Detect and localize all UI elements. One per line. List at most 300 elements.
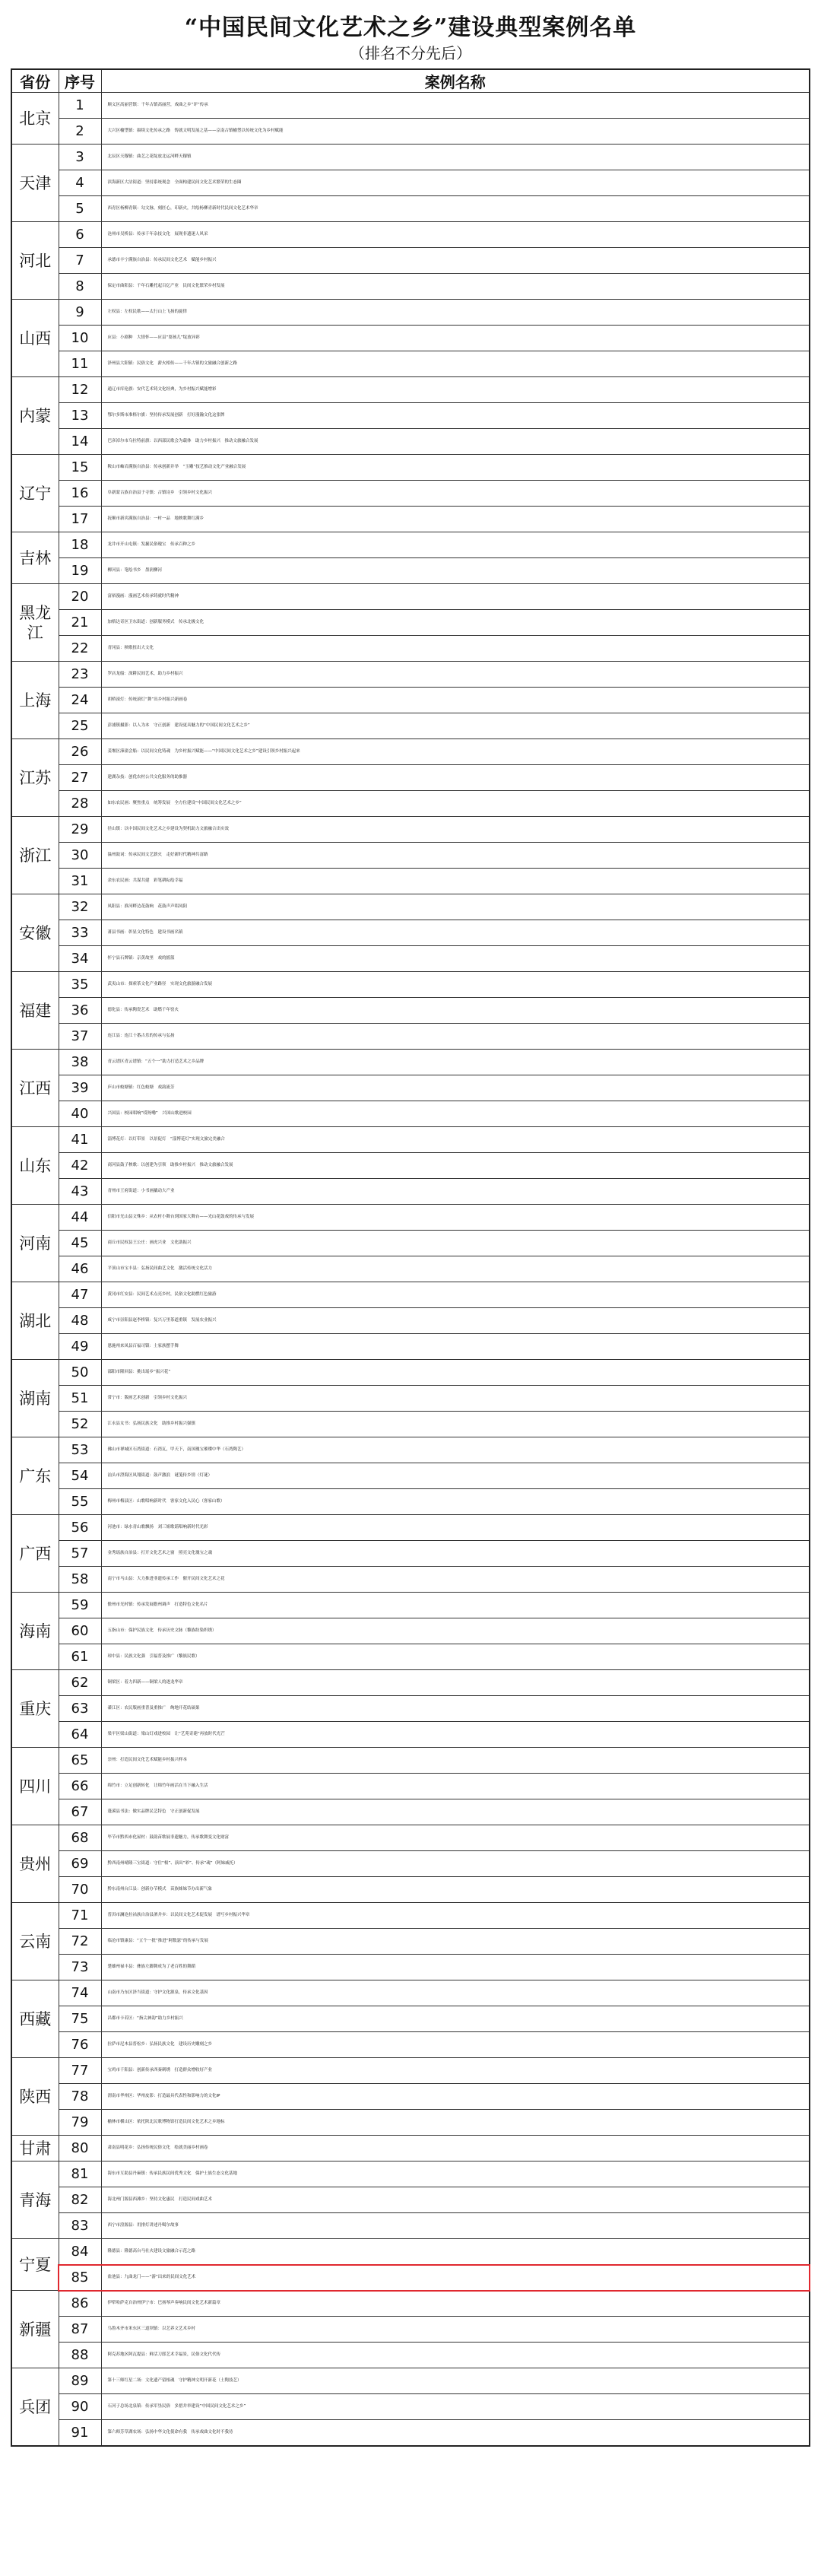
table-row — [11, 1541, 810, 1567]
number-cell: 77 — [59, 2058, 101, 2084]
province-cell: 江苏 — [11, 739, 59, 817]
number-cell: 41 — [59, 1127, 101, 1153]
case-name-cell: 温州鼓词：传承民间文艺薪火 走好新时代精神共富路 — [101, 843, 810, 869]
case-name-cell: 加格达奇区卫东街道：创新服务模式 传承北极文化 — [101, 610, 810, 636]
table-row — [11, 1774, 810, 1799]
table-row — [11, 584, 810, 610]
table-row — [11, 2058, 810, 2084]
table-row — [11, 2343, 810, 2368]
case-name-cell: 肃南县明花乡：弘扬传统民俗文化 绘就美丽乡村画卷 — [101, 2136, 810, 2161]
number-cell: 49 — [59, 1334, 101, 1360]
case-name-cell: 青州市王府街道：小书画撬动大产业 — [101, 1179, 810, 1205]
case-name-cell: 巴彦淖尔市乌拉特前旗：以西部民歌会为载体 助力乡村振兴 推动文旅融合发展 — [101, 429, 810, 455]
number-cell: 11 — [59, 351, 101, 377]
number-cell: 57 — [59, 1541, 101, 1567]
table-row — [11, 1955, 810, 1980]
number-cell: 34 — [59, 946, 101, 972]
case-name-cell: 鄂尔多斯市准格尔旗：坚持传承发展创新 打好漫瀚文化这张牌 — [101, 403, 810, 429]
case-name-cell: 五指山市：保护民族文化 传承历史文脉（黎族纺染织绣） — [101, 1618, 810, 1644]
table-row — [11, 1929, 810, 1955]
number-cell: 62 — [59, 1670, 101, 1696]
table-row — [11, 1437, 810, 1463]
table-row — [11, 1877, 810, 1903]
case-name-cell: 第六师芳草湖农场：弘扬中华文化使命有我 传承戏曲文化时不我待 — [101, 2420, 810, 2447]
case-name-cell: 如东农民画：聚焦重点 统筹发展 全方位建设“中国民间文化艺术之乡” — [101, 791, 810, 817]
table-row — [11, 558, 810, 584]
case-name-cell: 建湖杂技：创优农村公共文化服务的助推器 — [101, 765, 810, 791]
number-cell: 18 — [59, 532, 101, 558]
table-row — [11, 170, 810, 196]
table-row — [11, 1618, 810, 1644]
case-name-cell: 汕头市澄海区凤翔街道：鼓声激浪 谜笺传乡情（灯谜） — [101, 1463, 810, 1489]
table-row — [11, 2032, 810, 2058]
case-name-cell: 阿克苏地区阿瓦提县：鲜活刀郎艺术幸福景，民俗文化代代传 — [101, 2343, 810, 2368]
case-name-cell: 昌都市卡若区：“指尖神韵”助力乡村振兴 — [101, 2006, 810, 2032]
number-cell: 52 — [59, 1412, 101, 1437]
table-row — [11, 1825, 810, 1851]
case-name-cell: 榆林市横山区：依托陕北民歌博物馆打造民间文化艺术之乡地标 — [101, 2110, 810, 2136]
province-cell: 陕西 — [11, 2058, 59, 2136]
province-cell: 江西 — [11, 1050, 59, 1127]
case-name-cell: 通辽市库伦旗：安代艺术铸文化经典，为乡村振兴赋能增彩 — [101, 377, 810, 403]
case-name-cell: 邵阳市隆回县：挑出瑶乡“振兴花” — [101, 1360, 810, 1386]
case-name-cell: 罗店龙船：深耕民间艺术，助力乡村振兴 — [101, 662, 810, 688]
number-cell: 20 — [59, 584, 101, 610]
province-cell: 安徽 — [11, 894, 59, 972]
number-cell: 50 — [59, 1360, 101, 1386]
table-row — [11, 481, 810, 507]
case-name-cell: 黔东南州台江县：创新办节模式 苗族姊妹节办出新气象 — [101, 1877, 810, 1903]
number-cell: 12 — [59, 377, 101, 403]
number-cell: 25 — [59, 713, 101, 739]
number-cell: 38 — [59, 1050, 101, 1075]
number-cell: 2 — [59, 119, 101, 145]
number-cell: 56 — [59, 1515, 101, 1541]
case-name-cell: 德化县：传承陶瓷艺术 助燃千年窑火 — [101, 998, 810, 1024]
number-cell: 80 — [59, 2136, 101, 2161]
table-row — [11, 2394, 810, 2420]
province-cell: 上海 — [11, 662, 59, 739]
case-name-cell: 沧州市吴桥县：传承千年杂技文化 展现非遗迷人风采 — [101, 222, 810, 248]
number-cell: 37 — [59, 1024, 101, 1050]
table-row — [11, 1024, 810, 1050]
table-row — [11, 351, 810, 377]
case-name-cell: 拉萨市尼木县普松乡：弘扬民族文化 建设历史雕刻之乡 — [101, 2032, 810, 2058]
province-cell: 福建 — [11, 972, 59, 1050]
number-cell: 88 — [59, 2343, 101, 2368]
number-cell: 27 — [59, 765, 101, 791]
table-row — [11, 1593, 810, 1618]
table-row — [11, 765, 810, 791]
table-row — [11, 2239, 810, 2265]
number-cell: 32 — [59, 894, 101, 920]
number-cell: 47 — [59, 1282, 101, 1308]
table-row — [11, 1127, 810, 1153]
province-cell: 青海 — [11, 2161, 59, 2239]
table-row — [11, 403, 810, 429]
table-row — [11, 1153, 810, 1179]
table-row — [11, 300, 810, 326]
case-name-cell: 泽州县大阳镇：民俗文化 薪火相传——千年古镇的文旅融合创新之路 — [101, 351, 810, 377]
table-row — [11, 2006, 810, 2032]
table-row — [11, 2420, 810, 2447]
table-row — [11, 2213, 810, 2239]
table-row — [11, 2187, 810, 2213]
case-name-cell: 海东市互助县丹麻镇：传承民族民间优秀文化 保护土族生态文化基地 — [101, 2161, 810, 2187]
province-cell: 广东 — [11, 1437, 59, 1515]
province-cell: 西藏 — [11, 1980, 59, 2058]
number-cell: 63 — [59, 1696, 101, 1722]
number-cell: 35 — [59, 972, 101, 998]
number-cell: 59 — [59, 1593, 101, 1618]
case-name-cell: 淄博花灯：以灯带景 以景促灯 “淄博花灯”实现文旅完美融合 — [101, 1127, 810, 1153]
number-cell: 51 — [59, 1386, 101, 1412]
number-cell: 68 — [59, 1825, 101, 1851]
table-row — [11, 1567, 810, 1593]
case-name-cell: 河池市：绿水青山歌飘扬 刘三姐歌谣唱响新时代光彩 — [101, 1515, 810, 1541]
number-cell: 70 — [59, 1877, 101, 1903]
province-cell: 天津 — [11, 145, 59, 222]
table-row — [11, 507, 810, 532]
table-row — [11, 1722, 810, 1748]
case-name-cell: 西宁市湟源县：用排灯讲述丹噶尔故事 — [101, 2213, 810, 2239]
province-cell: 湖北 — [11, 1282, 59, 1360]
case-name-cell: 滨海新区大沽街道：坚持系统观念 全面构建民间文化艺术繁荣的生态圈 — [101, 170, 810, 196]
number-cell: 10 — [59, 326, 101, 351]
table-row — [11, 455, 810, 481]
case-name-cell: 梅州市梅县区：山歌唱响新时代 客家文化入民心（客家山歌） — [101, 1489, 810, 1515]
province-cell: 云南 — [11, 1903, 59, 1980]
number-cell: 89 — [59, 2368, 101, 2394]
number-cell: 73 — [59, 1955, 101, 1980]
number-cell: 31 — [59, 869, 101, 894]
number-cell: 66 — [59, 1774, 101, 1799]
table-row — [11, 791, 810, 817]
table-row — [11, 93, 810, 119]
table-row — [11, 2368, 810, 2394]
number-cell: 17 — [59, 507, 101, 532]
table-row — [11, 1412, 810, 1437]
case-name-cell: 萧县书画：彰显文化特色 建设书画名镇 — [101, 920, 810, 946]
case-name-cell: 胡桥滚灯：传统滚灯“舞”出乡村振兴新画卷 — [101, 688, 810, 713]
case-name-cell: 蓬溪县书法：做实品牌民艺特色 守正创新促发展 — [101, 1799, 810, 1825]
case-name-cell: 西青区杨柳青镇：勾文脉，刻匠心，印新火，共绘杨柳青新时代民间文化艺术华章 — [101, 196, 810, 222]
number-cell: 4 — [59, 170, 101, 196]
case-name-cell: 左权县：左权民歌——太行山上飞扬的旋律 — [101, 300, 810, 326]
case-name-cell: 渭南市华州区：华州皮影：打造最具代表性和影响力的文化IP — [101, 2084, 810, 2110]
table-row — [11, 2317, 810, 2343]
table-row — [11, 1282, 810, 1308]
province-cell: 宁夏 — [11, 2239, 59, 2291]
case-name-cell: 凤阳县：淮河畔边花鼓响 花鼓声声唱凤阳 — [101, 894, 810, 920]
case-name-cell: 武夷山市：探索茶文化产业路径 实现文化旅游融合发展 — [101, 972, 810, 998]
number-cell: 78 — [59, 2084, 101, 2110]
case-name-cell: 毕节市黔西市化屋村：鼓韵苗歌展非遗魅力，传承歌舞变文化财富 — [101, 1825, 810, 1851]
case-name-cell: 商丘市民权县王公庄：画虎兴业 文化助振兴 — [101, 1231, 810, 1256]
table-row — [11, 1903, 810, 1929]
province-cell: 北京 — [11, 93, 59, 145]
number-cell: 90 — [59, 2394, 101, 2420]
number-cell: 1 — [59, 93, 101, 119]
table-row — [11, 1179, 810, 1205]
table-row — [11, 2136, 810, 2161]
case-name-cell: 宝鸡市千阳县：创新传承西秦刺绣 打造群众增收好产业 — [101, 2058, 810, 2084]
number-cell: 82 — [59, 2187, 101, 2213]
table-row — [11, 1644, 810, 1670]
number-cell: 26 — [59, 739, 101, 765]
table-row — [11, 894, 810, 920]
case-name-cell: 綦江区：农民版画重普及重推广 绚地开花结硕果 — [101, 1696, 810, 1722]
case-name-cell: 庐山市蛟塘镇：红色蛟塘 戏韵流芳 — [101, 1075, 810, 1101]
table-row — [11, 429, 810, 455]
case-name-cell: 鞍山市岫岩满族自治县：传承创新并举 “玉雕”技艺推动文化产业融合发展 — [101, 455, 810, 481]
number-cell: 9 — [59, 300, 101, 326]
case-name-cell: 第十三师红星二场：文化遗产留根魂 守护精神文明开新花（土陶技艺） — [101, 2368, 810, 2394]
table-row — [11, 1463, 810, 1489]
number-cell: 53 — [59, 1437, 101, 1463]
case-name-cell: 石河子总场北泉镇：传承军垦民俗 多措并举建设“中国民间文化艺术之乡” — [101, 2394, 810, 2420]
number-cell: 69 — [59, 1851, 101, 1877]
case-name-cell: 径山镇：以中国民间文化艺术之乡建设为契机助力文旅融合出实效 — [101, 817, 810, 843]
case-name-cell: 山南市乃东区泽当街道：守护文化源泉，传承文化基因 — [101, 1980, 810, 2006]
number-cell: 13 — [59, 403, 101, 429]
number-cell: 42 — [59, 1153, 101, 1179]
case-name-cell: 盐池县：九曲龙门——“游”出来的民间文化艺术 — [101, 2265, 810, 2291]
number-cell: 75 — [59, 2006, 101, 2032]
province-cell: 海南 — [11, 1593, 59, 1670]
number-cell: 5 — [59, 196, 101, 222]
table-row — [11, 1101, 810, 1127]
table-row — [11, 326, 810, 351]
number-cell: 8 — [59, 274, 101, 300]
case-name-cell: 姜堰区溱潼会船：以民间文化铸魂 为乡村振兴赋能——“中国民间文化艺术之乡”建设引领乡村振兴起来 — [101, 739, 810, 765]
table-row — [11, 1515, 810, 1541]
province-cell: 广西 — [11, 1515, 59, 1593]
number-cell: 7 — [59, 248, 101, 274]
case-name-cell: 梁平区梁山街道：梁山灯戏进校园 让“艺苑奇葩”再放时代光芒 — [101, 1722, 810, 1748]
case-name-cell: 金秀瑶族自治县：打开文化艺术之窗 照亮文化瑰宝之魂 — [101, 1541, 810, 1567]
table-row — [11, 1489, 810, 1515]
case-name-cell: 崇州：打造民间文化艺术赋能乡村振兴样本 — [101, 1748, 810, 1774]
number-cell: 91 — [59, 2420, 101, 2447]
case-name-cell: 信阳市光山县文殊乡：从农村小舞台到国家大舞台——光山花鼓戏的传承与发展 — [101, 1205, 810, 1231]
table-row — [11, 377, 810, 403]
table-wrapper — [11, 68, 810, 2447]
number-cell: 72 — [59, 1929, 101, 1955]
number-cell: 43 — [59, 1179, 101, 1205]
province-cell: 辽宁 — [11, 455, 59, 532]
case-name-cell: 平顶山市宝丰县：弘扬民间曲艺文化 激活传统文化活力 — [101, 1256, 810, 1282]
case-name-cell: 伊犁哈萨克自治州伊宁市：巴扬琴声奏响民间文化艺术新篇章 — [101, 2291, 810, 2317]
table-row — [11, 2161, 810, 2187]
case-name-cell: 龙井市开山屯镇：发掘民俗瑰宝 传承百种之乡 — [101, 532, 810, 558]
case-name-cell: 黄冈市红安县：民间艺术点亮乡村，民俗文化助燃红色旅游 — [101, 1282, 810, 1308]
table-row — [11, 222, 810, 248]
case-name-cell: 咸宁市崇阳县赵李桥镇：复兴万里茶道重镇 发展农业振兴 — [101, 1308, 810, 1334]
number-cell: 30 — [59, 843, 101, 869]
case-name-cell: 应县：小剧种 大情怀——应县“耍孩儿”绽放异彩 — [101, 326, 810, 351]
case-name-cell: 连江县：连江十番古乐的传承与弘扬 — [101, 1024, 810, 1050]
table-row — [11, 2110, 810, 2136]
number-cell: 87 — [59, 2317, 101, 2343]
table-row — [11, 274, 810, 300]
case-name-cell: 兴国县：校园唱响“哎呀嘞” 兴国山歌进校园 — [101, 1101, 810, 1127]
table-row — [11, 610, 810, 636]
table-row — [11, 920, 810, 946]
table-row — [11, 1670, 810, 1696]
table-row — [11, 817, 810, 843]
case-name-cell: 北辰区天穆镇：曲艺之花绽放北运河畔天穆镇 — [101, 145, 810, 170]
number-cell: 74 — [59, 1980, 101, 2006]
table-row — [11, 1256, 810, 1282]
province-cell: 湖南 — [11, 1360, 59, 1437]
province-cell: 兵团 — [11, 2368, 59, 2447]
case-name-cell: 儋州市光村镇：传承发展儋州调声 打造特色文化名片 — [101, 1593, 810, 1618]
page-title: “中国民间文化艺术之乡”建设典型案例名单 — [184, 14, 637, 41]
table-row — [11, 119, 810, 145]
table-row — [11, 2084, 810, 2110]
case-name-cell: 楚雄州禄丰县：彝族左脚舞成为了老百姓的舞蹈 — [101, 1955, 810, 1980]
case-name-cell: 余东农民画：共谋共建 彩笔耕耘绘幸福 — [101, 869, 810, 894]
table-row — [11, 1851, 810, 1877]
province-cell: 甘肃 — [11, 2136, 59, 2161]
table-row — [11, 196, 810, 222]
province-cell: 河北 — [11, 222, 59, 300]
table-row — [11, 713, 810, 739]
number-cell: 28 — [59, 791, 101, 817]
case-name-cell: 隆德县：隆德高台马社火建设文旅融合示范之路 — [101, 2239, 810, 2265]
province-cell: 黑龙江 — [11, 584, 59, 662]
header-number: 序号 — [59, 69, 101, 93]
case-name-cell: 江永县女书：弘扬民族文化 助推乡村振兴强镇 — [101, 1412, 810, 1437]
table-row — [11, 1386, 810, 1412]
number-cell: 65 — [59, 1748, 101, 1774]
table-row — [11, 998, 810, 1024]
number-cell: 85 — [59, 2265, 101, 2291]
number-cell: 86 — [59, 2291, 101, 2317]
case-name-cell: 阜新蒙古族自治县于寺镇：古镇诗乡 引领乡村文化振兴 — [101, 481, 810, 507]
number-cell: 14 — [59, 429, 101, 455]
table-row — [11, 636, 810, 662]
table-row — [11, 1748, 810, 1774]
number-cell: 29 — [59, 817, 101, 843]
number-cell: 84 — [59, 2239, 101, 2265]
table-row — [11, 145, 810, 170]
number-cell: 44 — [59, 1205, 101, 1231]
table-row — [11, 662, 810, 688]
case-name-cell: 商河县鼓子秧歌：以创建为引领 助推乡村振兴 推动文旅融合发展 — [101, 1153, 810, 1179]
number-cell: 19 — [59, 558, 101, 584]
case-name-cell: 南宁市马山县：大力推进非遗传承工作 催开民间文化艺术之花 — [101, 1567, 810, 1593]
number-cell: 55 — [59, 1489, 101, 1515]
province-cell: 内蒙 — [11, 377, 59, 455]
case-name-cell: 大兴区榆垡镇：赓续文化传承之路 铸就文明发展之基——京南古镇榆垡以传统文化为乡村赋能 — [101, 119, 810, 145]
number-cell: 6 — [59, 222, 101, 248]
case-name-cell: 临沧市镇康县：“五个一批”推进“阿数瑟”的传承与发展 — [101, 1929, 810, 1955]
case-name-cell: 海北州门源县西滩乡：坚持文化惠民 打造民间戏曲艺术 — [101, 2187, 810, 2213]
number-cell: 71 — [59, 1903, 101, 1929]
number-cell: 79 — [59, 2110, 101, 2136]
table-row — [11, 1696, 810, 1722]
case-name-cell: 怀宁县石牌镇：京黄故里 戏的摇篮 — [101, 946, 810, 972]
province-cell: 河南 — [11, 1205, 59, 1282]
number-cell: 64 — [59, 1722, 101, 1748]
number-cell: 48 — [59, 1308, 101, 1334]
table-row — [11, 1360, 810, 1386]
table-row — [11, 843, 810, 869]
province-cell: 浙江 — [11, 817, 59, 894]
case-name-cell: 常宁市：版画艺术创新 引领乡村文化振兴 — [101, 1386, 810, 1412]
table-row — [11, 1231, 810, 1256]
province-cell: 新疆 — [11, 2291, 59, 2368]
number-cell: 54 — [59, 1463, 101, 1489]
number-cell: 60 — [59, 1618, 101, 1644]
province-cell: 四川 — [11, 1748, 59, 1825]
table-row — [11, 1050, 810, 1075]
case-name-cell: 普洱市澜沧拉祜族自治县酒井乡：以民间文化艺术促发展 谱写乡村振兴华章 — [101, 1903, 810, 1929]
number-cell: 39 — [59, 1075, 101, 1101]
number-cell: 21 — [59, 610, 101, 636]
case-name-cell: 承德市丰宁满族自治县：传承民间文化艺术 赋能乡村振兴 — [101, 248, 810, 274]
page-subtitle: （排名不分先后） — [350, 44, 471, 62]
case-name-cell: 黔西南州晴隆三宝街道：守住“根”、演出“彩”、传承“魂”（阿妹戚托） — [101, 1851, 810, 1877]
table-header-row — [11, 69, 810, 93]
table-row — [11, 1334, 810, 1360]
case-name-cell: 乌鲁木齐市米东区三道坝镇：以艺养文艺术乡村 — [101, 2317, 810, 2343]
number-cell: 15 — [59, 455, 101, 481]
case-name-cell: 青云谱区青云谱镇：“五个一”助力打造艺术之乡品牌 — [101, 1050, 810, 1075]
case-name-cell: 顺义区高丽营镇：千年古镇高丽营，戏曲之乡“评”传承 — [101, 93, 810, 119]
number-cell: 23 — [59, 662, 101, 688]
number-cell: 81 — [59, 2161, 101, 2187]
case-name-cell: 恩施州来凤县百福司镇：土家族摆手舞 — [101, 1334, 810, 1360]
case-list-table — [11, 68, 810, 2447]
table-row — [11, 2265, 810, 2291]
table-row — [11, 1308, 810, 1334]
case-name-cell: 琼中县：民族文化强 引福普及推广（黎族民歌） — [101, 1644, 810, 1670]
case-name-cell: 佛山市禅城区石湾街道：石湾瓦，甲天下，南国瑰宝璀璨中华（石湾陶艺） — [101, 1437, 810, 1463]
number-cell: 83 — [59, 2213, 101, 2239]
number-cell: 61 — [59, 1644, 101, 1670]
table-row — [11, 688, 810, 713]
case-name-cell: 保定市曲阳县：千年石雕托起百亿产业 民间文化繁荣乡村发展 — [101, 274, 810, 300]
number-cell: 24 — [59, 688, 101, 713]
table-row — [11, 248, 810, 274]
table-row — [11, 739, 810, 765]
number-cell: 67 — [59, 1799, 101, 1825]
case-name-cell: 富裕漫画：漫画艺术传承铸就时代精神 — [101, 584, 810, 610]
number-cell: 58 — [59, 1567, 101, 1593]
province-cell: 山西 — [11, 300, 59, 377]
table-row — [11, 946, 810, 972]
province-cell: 重庆 — [11, 1670, 59, 1748]
table-body — [11, 93, 810, 2447]
table-row — [11, 1799, 810, 1825]
province-cell: 山东 — [11, 1127, 59, 1205]
number-cell: 22 — [59, 636, 101, 662]
case-name-cell: 抚顺市新宾满族自治县：一村一品 地秧歌舞红满乡 — [101, 507, 810, 532]
number-cell: 40 — [59, 1101, 101, 1127]
case-name-cell: 柳河县：笔绘书乡 墨润柳河 — [101, 558, 810, 584]
table-row — [11, 532, 810, 558]
number-cell: 3 — [59, 145, 101, 170]
province-cell: 贵州 — [11, 1825, 59, 1903]
table-row — [11, 1205, 810, 1231]
number-cell: 33 — [59, 920, 101, 946]
number-cell: 16 — [59, 481, 101, 507]
case-name-cell: 铜梁区：着力四新——铜梁人的逐龙华章 — [101, 1670, 810, 1696]
number-cell: 46 — [59, 1256, 101, 1282]
